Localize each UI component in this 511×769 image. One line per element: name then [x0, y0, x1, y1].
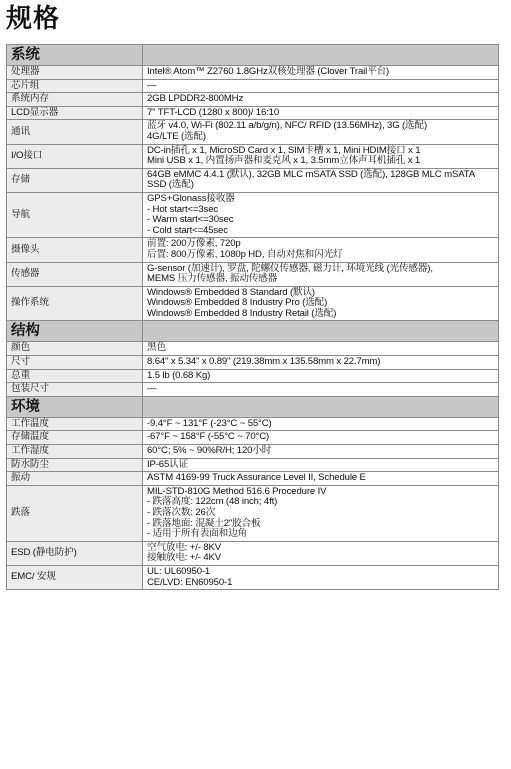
spec-label: 通讯	[7, 120, 143, 144]
spec-value	[143, 458, 499, 472]
spec-value-line: 2GB LPDDR2-800MHz	[147, 93, 244, 105]
spec-label: 工作温度	[7, 417, 143, 431]
spec-value	[143, 485, 499, 541]
spec-row	[7, 458, 499, 472]
spec-row	[7, 417, 499, 431]
spec-value-line: Windows® Embedded 8 Standard (默认)	[147, 286, 315, 298]
spec-value-line: MIL-STD-810G Method 516.6 Procedure IV	[147, 485, 327, 497]
spec-row	[7, 66, 499, 80]
spec-label: LCD显示器	[7, 106, 143, 120]
spec-value-line: SSD (选配)	[147, 179, 194, 191]
spec-label: 跌落	[7, 485, 143, 541]
spec-value	[143, 66, 499, 80]
spec-row	[7, 106, 499, 120]
spec-row	[7, 383, 499, 397]
spec-label: 总重	[7, 369, 143, 383]
spec-value-line: ASTM 4169-99 Truck Assurance Level II, Schedule E	[147, 472, 366, 484]
spec-value-line: —	[147, 79, 157, 91]
spec-row	[7, 192, 499, 237]
spec-row	[7, 541, 499, 565]
spec-row	[7, 168, 499, 192]
spec-label: 传感器	[7, 262, 143, 286]
spec-value-line: 蓝牙 v4.0, Wi-Fi (802.11 a/b/g/n), NFC/ RFID (13.56MHz), 3G (选配)	[147, 120, 427, 132]
section-header-blank	[143, 45, 499, 66]
spec-value-line: 1.5 lb (0.68 Kg)	[147, 369, 211, 381]
spec-value	[143, 262, 499, 286]
spec-value-line: 4G/LTE (选配)	[147, 130, 206, 142]
spec-row	[7, 356, 499, 370]
spec-label: 尺寸	[7, 356, 143, 370]
spec-row	[7, 431, 499, 445]
spec-value-line: 64GB eMMC 4.4.1 (默认), 32GB MLC mSATA SSD (选配), 128GB MLC mSATA	[147, 168, 475, 180]
spec-row	[7, 445, 499, 459]
spec-value-line: 60°C; 5% ~ 90%R/H; 120小时	[147, 445, 272, 457]
spec-value	[143, 106, 499, 120]
spec-value	[143, 144, 499, 168]
spec-value	[143, 93, 499, 107]
spec-value-line: 8.64" x 5.34" x 0.89" (219.38mm x 135.58mm x 22.7mm)	[147, 356, 381, 368]
spec-value-line: DC-in插孔 x 1, MicroSD Card x 1, SIM卡槽 x 1, Mini HDIM接口 x 1	[147, 144, 421, 156]
spec-value-line: - 跌落地面: 混凝土2"胶合板	[147, 517, 261, 529]
spec-row	[7, 262, 499, 286]
spec-row	[7, 369, 499, 383]
spec-value-line: 黑色	[147, 342, 166, 354]
spec-value-line: IP-65认证	[147, 458, 189, 470]
spec-label: 存储温度	[7, 431, 143, 445]
spec-value	[143, 445, 499, 459]
spec-value-line: —	[147, 383, 157, 395]
spec-value	[143, 565, 499, 589]
spec-value-line: -9.4°F ~ 131°F (-23°C ~ 55°C)	[147, 417, 272, 429]
spec-value-line: - 适用于所有表面和边角	[147, 528, 247, 540]
spec-value-line: UL: UL60950-1	[147, 565, 211, 577]
section-title: 系统	[7, 45, 143, 66]
spec-label: 颜色	[7, 342, 143, 356]
spec-value	[143, 417, 499, 431]
section-title: 环境	[7, 396, 143, 417]
spec-label: 摄像头	[7, 238, 143, 262]
spec-value-line: Windows® Embedded 8 Industry Pro (选配)	[147, 297, 328, 309]
spec-value-line: - Warm start<=30sec	[147, 214, 234, 226]
spec-value	[143, 168, 499, 192]
spec-label: 振动	[7, 472, 143, 486]
spec-value	[143, 383, 499, 397]
spec-row	[7, 238, 499, 262]
spec-label: 包装尺寸	[7, 383, 143, 397]
spec-value	[143, 369, 499, 383]
spec-row	[7, 144, 499, 168]
section-title: 结构	[7, 321, 143, 342]
spec-row	[7, 565, 499, 589]
spec-label: 工作湿度	[7, 445, 143, 459]
spec-value-line: CE/LVD: EN60950-1	[147, 576, 233, 588]
spec-label: 处理器	[7, 66, 143, 80]
spec-value-line: -67°F ~ 158°F (-55°C ~ 70°C)	[147, 431, 270, 443]
spec-value	[143, 356, 499, 370]
spec-value-line: 空气放电: +/- 8KV	[147, 541, 222, 553]
spec-label: 导航	[7, 192, 143, 237]
section-header-blank	[143, 321, 499, 342]
spec-value	[143, 79, 499, 93]
spec-value	[143, 120, 499, 144]
spec-label: 防水防尘	[7, 458, 143, 472]
spec-label: 存储	[7, 168, 143, 192]
spec-label: EMC/ 安规	[7, 565, 143, 589]
spec-label: 芯片组	[7, 79, 143, 93]
spec-value-line: Windows® Embedded 8 Industry Retail (选配)	[147, 307, 337, 319]
spec-value	[143, 238, 499, 262]
spec-row	[7, 472, 499, 486]
spec-value	[143, 192, 499, 237]
spec-value-line: MEMS 压力传感器, 振动传感器	[147, 273, 278, 285]
spec-row	[7, 286, 499, 321]
spec-row	[7, 342, 499, 356]
spec-value	[143, 472, 499, 486]
section-header	[7, 321, 499, 342]
section-header-blank	[143, 396, 499, 417]
spec-label: ESD (静电防护)	[7, 541, 143, 565]
spec-table	[6, 44, 499, 590]
spec-row	[7, 93, 499, 107]
spec-value-line: 前置: 200万像素, 720p	[147, 238, 241, 250]
spec-value	[143, 431, 499, 445]
spec-row	[7, 79, 499, 93]
spec-value-line: Intel® Atom™ Z2760 1.8GHz双核处理器 (Clover Trail平台)	[147, 66, 390, 77]
spec-value	[143, 342, 499, 356]
section-header	[7, 396, 499, 417]
spec-value-line: - 跌落高度: 122cm (48 inch; 4ft)	[147, 496, 278, 508]
spec-value-line: 7" TFT-LCD (1280 x 800)/ 16:10	[147, 106, 280, 118]
spec-value-line: - Hot start<=3sec	[147, 203, 219, 215]
spec-value-line: 接触放电: +/- 4KV	[147, 552, 222, 564]
section-header	[7, 45, 499, 66]
spec-value-line: 后置: 800万像素, 1080p HD, 自动对焦和闪光灯	[147, 248, 343, 260]
spec-value-line: GPS+Glonass接收器	[147, 192, 235, 204]
spec-value	[143, 286, 499, 321]
spec-value-line: G-sensor (加速计), 罗盘, 陀螺仪传感器, 磁力计, 环境光线 (光传感器),	[147, 262, 433, 274]
spec-value-line: - Cold start<=45sec	[147, 224, 228, 236]
spec-row	[7, 485, 499, 541]
spec-value-line: - 跌落次数: 26次	[147, 507, 216, 518]
spec-value-line: Mini USB x 1, 内置扬声器和麦克风 x 1, 3.5mm立体声耳机插孔 x 1	[147, 155, 421, 167]
spec-row	[7, 120, 499, 144]
spec-value	[143, 541, 499, 565]
spec-label: I/O接口	[7, 144, 143, 168]
spec-label: 操作系统	[7, 286, 143, 321]
spec-label: 系统内存	[7, 93, 143, 107]
page-title: 规格	[6, 4, 61, 34]
